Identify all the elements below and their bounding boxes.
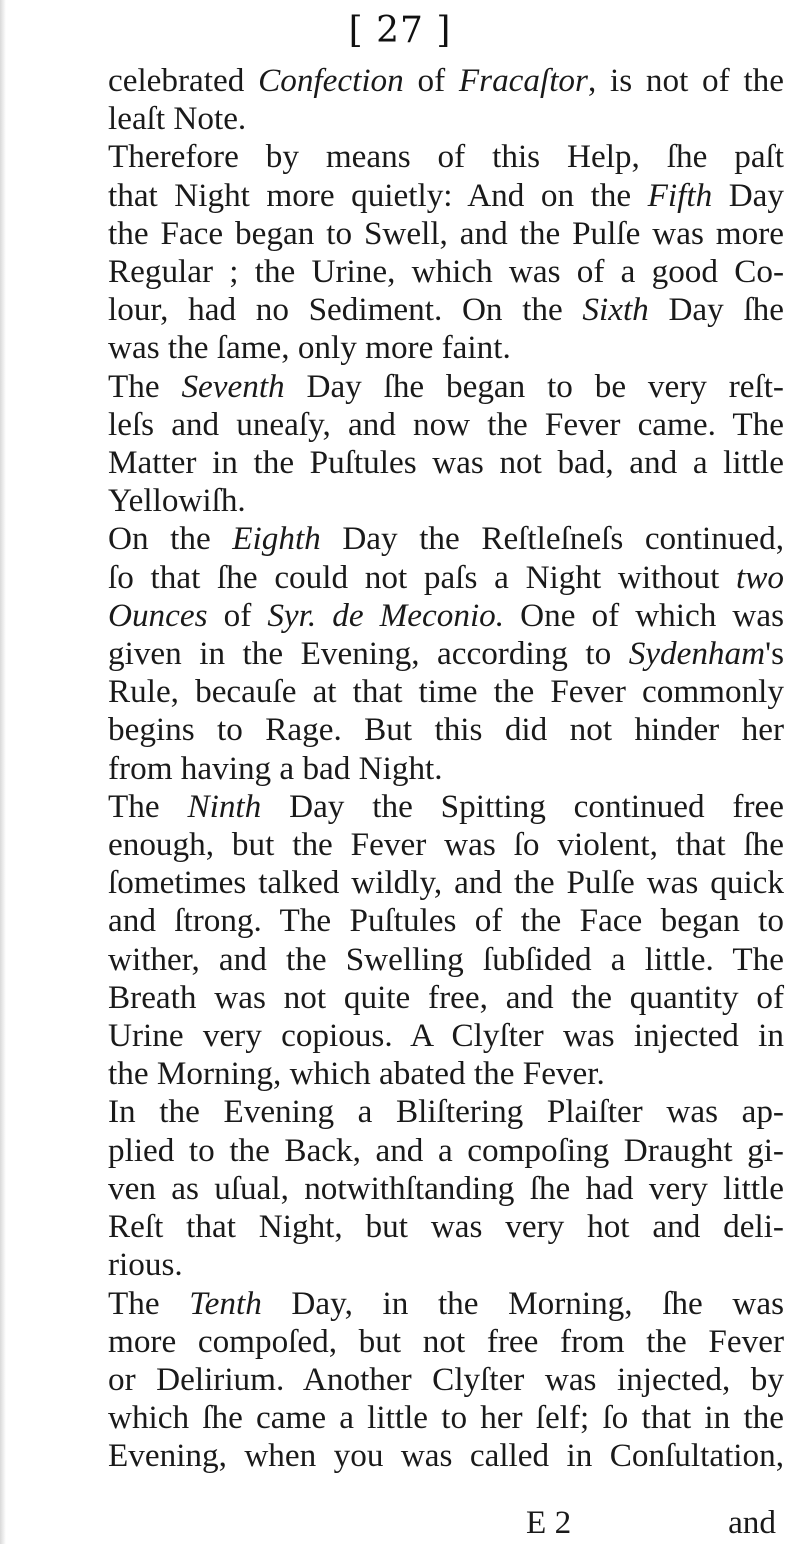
italic-text: Sydenham xyxy=(628,635,766,673)
text-line xyxy=(108,864,784,902)
text-run: of xyxy=(403,62,459,99)
text-run: given in the Evening, according to xyxy=(108,635,629,673)
text-run: leaſt Note. xyxy=(108,100,247,138)
text-run: ſometimes talked wildly, and the Pulſe was quick xyxy=(108,864,784,902)
text-line xyxy=(108,1285,784,1323)
text-run: that Night more quietly: And on the xyxy=(108,176,648,214)
text-run: plied to the Back, and a compoſing Draught gi- xyxy=(108,1131,784,1169)
text-line xyxy=(108,635,784,673)
text-line xyxy=(108,597,784,635)
text-run: 's xyxy=(765,635,784,673)
text-run: ſo that ſhe could not paſs a Night without xyxy=(108,558,737,596)
text-run: One of which was xyxy=(504,596,784,634)
text-run: which ſhe came a little to her ſelf; ſo that in the xyxy=(108,1399,784,1437)
italic-text: two xyxy=(736,558,784,596)
catchword: and xyxy=(728,1504,776,1541)
italic-text: Fracaſtor xyxy=(458,62,588,99)
text-line xyxy=(108,1093,784,1131)
text-run: Breath was not quite free, and the quantity of xyxy=(108,978,784,1016)
text-line xyxy=(108,1361,784,1399)
text-run: In the Evening a Bliſtering Plaiſter was ap- xyxy=(108,1093,784,1131)
text-run: Evening, when you was called in Conſultation, xyxy=(108,1437,784,1475)
text-run: more compoſed, but not free from the Fever xyxy=(108,1322,784,1360)
text-line xyxy=(108,1437,784,1475)
text-run: of xyxy=(207,596,268,634)
text-run: The xyxy=(108,367,182,405)
text-line xyxy=(108,1055,784,1093)
text-run: and ſtrong. The Puſtules of the Face began to xyxy=(108,902,784,940)
text-run: Regular ; the Urine, which was of a good Co- xyxy=(108,253,784,291)
text-run: Day the Reſtleſneſs continued, xyxy=(320,520,784,558)
italic-text: Seventh xyxy=(181,367,285,405)
text-run: leſs and uneaſy, and now the Fever came. The xyxy=(108,405,784,443)
text-line xyxy=(108,788,784,826)
text-line xyxy=(108,750,784,788)
text-line xyxy=(108,482,784,520)
text-line xyxy=(108,1323,784,1361)
text-line xyxy=(108,368,784,406)
italic-text: Syr. de Meconio. xyxy=(267,596,505,634)
text-run: begins to Rage. But this did not hinder her xyxy=(108,711,784,749)
text-line xyxy=(108,1017,784,1055)
italic-text: Ounces xyxy=(108,596,208,634)
text-line xyxy=(108,673,784,711)
text-run: the Face began to Swell, and the Pulſe was more xyxy=(108,214,784,252)
italic-text: Eighth xyxy=(232,520,321,558)
text-run: Day xyxy=(712,176,784,214)
text-line xyxy=(108,100,784,138)
text-run: ven as uſual, notwithſtanding ſhe had very little xyxy=(108,1169,784,1207)
text-line xyxy=(108,215,784,253)
text-run: the Morning, which abated the Fever. xyxy=(108,1055,605,1093)
signature-mark: E 2 xyxy=(526,1504,572,1541)
text-run: enough, but the Fever was ſo violent, that ſhe xyxy=(108,826,784,864)
italic-text: Confection xyxy=(258,62,404,99)
text-run: wither, and the Swelling ſubſided a little. The xyxy=(108,940,784,978)
text-run: On the xyxy=(108,520,233,558)
page-number: [ 27 ] xyxy=(348,10,452,51)
text-line xyxy=(108,62,784,100)
text-run: rious. xyxy=(108,1246,183,1284)
text-line xyxy=(108,520,784,558)
text-run: Day the Spitting continued free xyxy=(261,787,784,825)
italic-text: Tenth xyxy=(189,1284,262,1322)
body-text xyxy=(108,62,784,1476)
text-run: , is not of the xyxy=(587,62,784,99)
text-line xyxy=(108,177,784,215)
text-line xyxy=(108,711,784,749)
text-run: Reſt that Night, but was very hot and deli- xyxy=(108,1208,784,1246)
text-run: lour, had no Sediment. On the xyxy=(108,291,583,329)
text-line xyxy=(108,826,784,864)
text-run: Day ſhe began to be very reſt- xyxy=(284,367,784,405)
text-line xyxy=(108,1208,784,1246)
text-line xyxy=(108,291,784,329)
text-line xyxy=(108,406,784,444)
text-line xyxy=(108,902,784,940)
text-line xyxy=(108,941,784,979)
text-line xyxy=(108,329,784,367)
text-line xyxy=(108,1132,784,1170)
text-run: Matter in the Puſtules was not bad, and a little xyxy=(108,444,784,482)
italic-text: Sixth xyxy=(582,291,649,329)
text-line xyxy=(108,444,784,482)
italic-text: Fifth xyxy=(647,176,713,214)
text-line xyxy=(108,1170,784,1208)
text-run: Therefore by means of this Help, ſhe paſt xyxy=(108,138,784,176)
text-run: or Delirium. Another Clyſter was injected, by xyxy=(108,1360,784,1398)
text-run: celebrated xyxy=(108,62,259,99)
text-line xyxy=(108,1399,784,1437)
page-edge-shadow xyxy=(0,0,6,1544)
text-run: from having a bad Night. xyxy=(108,749,443,787)
text-run: was the ſame, only more faint. xyxy=(108,329,511,367)
text-run: The xyxy=(108,787,188,825)
text-line xyxy=(108,253,784,291)
text-line xyxy=(108,979,784,1017)
text-line xyxy=(108,1246,784,1284)
text-run: Day, in the Morning, ſhe was xyxy=(261,1284,784,1322)
text-run: Day ſhe xyxy=(648,291,784,329)
italic-text: Ninth xyxy=(187,787,262,825)
text-run: Rule, becauſe at that time the Fever commonly xyxy=(108,673,784,711)
text-line xyxy=(108,559,784,597)
text-run: Yellowiſh. xyxy=(108,482,246,520)
text-run: Urine very copious. A Clyſter was injected in xyxy=(108,1017,784,1055)
text-run: The xyxy=(108,1284,190,1322)
text-line xyxy=(108,138,784,176)
